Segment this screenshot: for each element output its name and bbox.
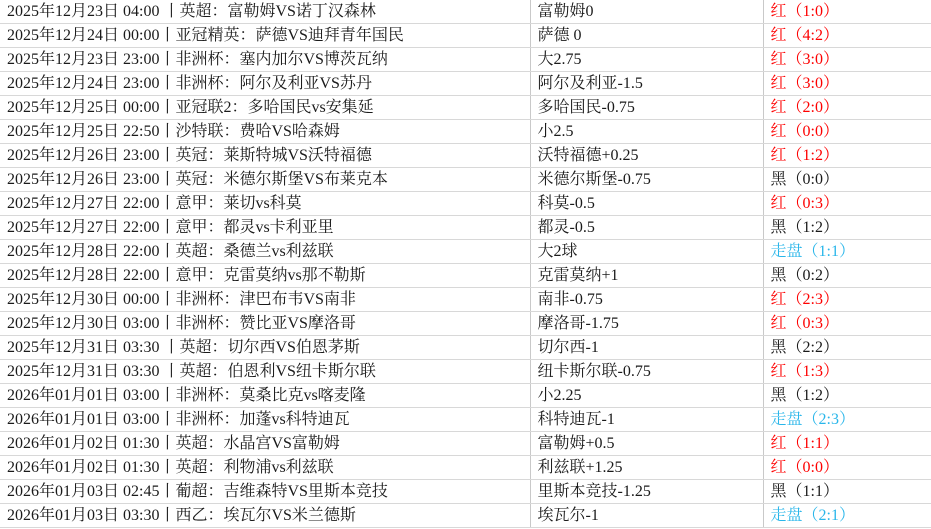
- pick-cell: 萨德 0: [530, 24, 763, 48]
- match-cell: 2025年12月28日 22:00丨意甲：克雷莫纳vs那不勒斯: [0, 264, 530, 288]
- match-cell: 2025年12月30日 00:00丨非洲杯：津巴布韦VS南非: [0, 288, 530, 312]
- result-cell: 红（0:0）: [763, 456, 931, 480]
- pick-cell: 沃特福德+0.25: [530, 144, 763, 168]
- result-cell: 红（0:0）: [763, 120, 931, 144]
- table-row: [0, 384, 931, 408]
- result-cell: 黑（1:2）: [763, 384, 931, 408]
- result-cell: 红（1:2）: [763, 144, 931, 168]
- pick-cell: 大2球: [530, 240, 763, 264]
- result-cell: 红（1:0）: [763, 0, 931, 24]
- result-cell: 红（3:0）: [763, 72, 931, 96]
- match-cell: 2025年12月24日 23:00丨非洲杯：阿尔及利亚VS苏丹: [0, 72, 530, 96]
- table-row: [0, 24, 931, 48]
- table-row: [0, 504, 931, 528]
- result-cell: 走盘（2:3）: [763, 408, 931, 432]
- result-cell: 走盘（2:1）: [763, 504, 931, 528]
- pick-cell: 科莫-0.5: [530, 192, 763, 216]
- result-cell: 红（1:1）: [763, 432, 931, 456]
- match-cell: 2025年12月25日 00:00丨亚冠联2：多哈国民vs安集延: [0, 96, 530, 120]
- table-row: [0, 480, 931, 504]
- table-row: [0, 312, 931, 336]
- match-cell: 2025年12月25日 22:50丨沙特联：费哈VS哈森姆: [0, 120, 530, 144]
- pick-cell: 切尔西-1: [530, 336, 763, 360]
- pick-cell: 米德尔斯堡-0.75: [530, 168, 763, 192]
- match-cell: 2026年01月02日 01:30丨英超：利物浦vs利兹联: [0, 456, 530, 480]
- table-row: [0, 408, 931, 432]
- pick-cell: 里斯本竞技-1.25: [530, 480, 763, 504]
- pick-cell: 小2.5: [530, 120, 763, 144]
- match-cell: 2025年12月30日 03:00丨非洲杯：赞比亚VS摩洛哥: [0, 312, 530, 336]
- table-row: [0, 456, 931, 480]
- match-cell: 2025年12月27日 22:00丨意甲：莱切vs科莫: [0, 192, 530, 216]
- result-cell: 走盘（1:1）: [763, 240, 931, 264]
- pick-cell: 埃瓦尔-1: [530, 504, 763, 528]
- table-row: [0, 168, 931, 192]
- match-cell: 2026年01月01日 03:00丨非洲杯：莫桑比克vs喀麦隆: [0, 384, 530, 408]
- pick-cell: 都灵-0.5: [530, 216, 763, 240]
- table-row: [0, 0, 931, 24]
- match-cell: 2026年01月01日 03:00丨非洲杯：加蓬vs科特迪瓦: [0, 408, 530, 432]
- result-cell: 黑（1:2）: [763, 216, 931, 240]
- pick-cell: 小2.25: [530, 384, 763, 408]
- pick-cell: 南非-0.75: [530, 288, 763, 312]
- table-row: [0, 432, 931, 456]
- table-row: [0, 240, 931, 264]
- pick-cell: 纽卡斯尔联-0.75: [530, 360, 763, 384]
- result-cell: 红（1:3）: [763, 360, 931, 384]
- pick-cell: 阿尔及利亚-1.5: [530, 72, 763, 96]
- table-row: [0, 360, 931, 384]
- match-cell: 2025年12月27日 22:00丨意甲：都灵vs卡利亚里: [0, 216, 530, 240]
- result-cell: 黑（2:2）: [763, 336, 931, 360]
- pick-cell: 利兹联+1.25: [530, 456, 763, 480]
- match-cell: 2026年01月02日 01:30丨英超：水晶宫VS富勒姆: [0, 432, 530, 456]
- table-row: [0, 336, 931, 360]
- result-cell: 黑（0:2）: [763, 264, 931, 288]
- table-row: [0, 48, 931, 72]
- result-cell: 红（3:0）: [763, 48, 931, 72]
- match-cell: 2025年12月31日 03:30 丨英超：伯恩利VS纽卡斯尔联: [0, 360, 530, 384]
- result-cell: 红（2:3）: [763, 288, 931, 312]
- pick-cell: 克雷莫纳+1: [530, 264, 763, 288]
- table-row: [0, 264, 931, 288]
- match-cell: 2026年01月03日 02:45丨葡超：吉维森特VS里斯本竞技: [0, 480, 530, 504]
- table-row: [0, 216, 931, 240]
- match-cell: 2025年12月26日 23:00丨英冠：莱斯特城VS沃特福德: [0, 144, 530, 168]
- pick-cell: 科特迪瓦-1: [530, 408, 763, 432]
- match-cell: 2025年12月26日 23:00丨英冠：米德尔斯堡VS布莱克本: [0, 168, 530, 192]
- table-row: [0, 72, 931, 96]
- pick-cell: 多哈国民-0.75: [530, 96, 763, 120]
- pick-cell: 富勒姆0: [530, 0, 763, 24]
- table-row: [0, 192, 931, 216]
- match-cell: 2026年01月03日 03:30丨西乙：埃瓦尔VS米兰德斯: [0, 504, 530, 528]
- pick-cell: 大2.75: [530, 48, 763, 72]
- match-cell: 2025年12月31日 03:30 丨英超：切尔西VS伯恩茅斯: [0, 336, 530, 360]
- match-cell: 2025年12月24日 00:00丨亚冠精英：萨德VS迪拜青年国民: [0, 24, 530, 48]
- result-cell: 黑（1:1）: [763, 480, 931, 504]
- pick-cell: 摩洛哥-1.75: [530, 312, 763, 336]
- result-cell: 红（0:3）: [763, 312, 931, 336]
- result-cell: 红（2:0）: [763, 96, 931, 120]
- match-cell: 2025年12月23日 23:00丨非洲杯：塞内加尔VS博茨瓦纳: [0, 48, 530, 72]
- match-cell: 2025年12月28日 22:00丨英超：桑德兰vs利兹联: [0, 240, 530, 264]
- table-row: [0, 120, 931, 144]
- table-row: [0, 288, 931, 312]
- result-cell: 红（0:3）: [763, 192, 931, 216]
- result-cell: 黑（0:0）: [763, 168, 931, 192]
- table-row: [0, 96, 931, 120]
- match-cell: 2025年12月23日 04:00 丨英超：富勒姆VS诺丁汉森林: [0, 0, 530, 24]
- result-cell: 红（4:2）: [763, 24, 931, 48]
- pick-cell: 富勒姆+0.5: [530, 432, 763, 456]
- table-row: [0, 144, 931, 168]
